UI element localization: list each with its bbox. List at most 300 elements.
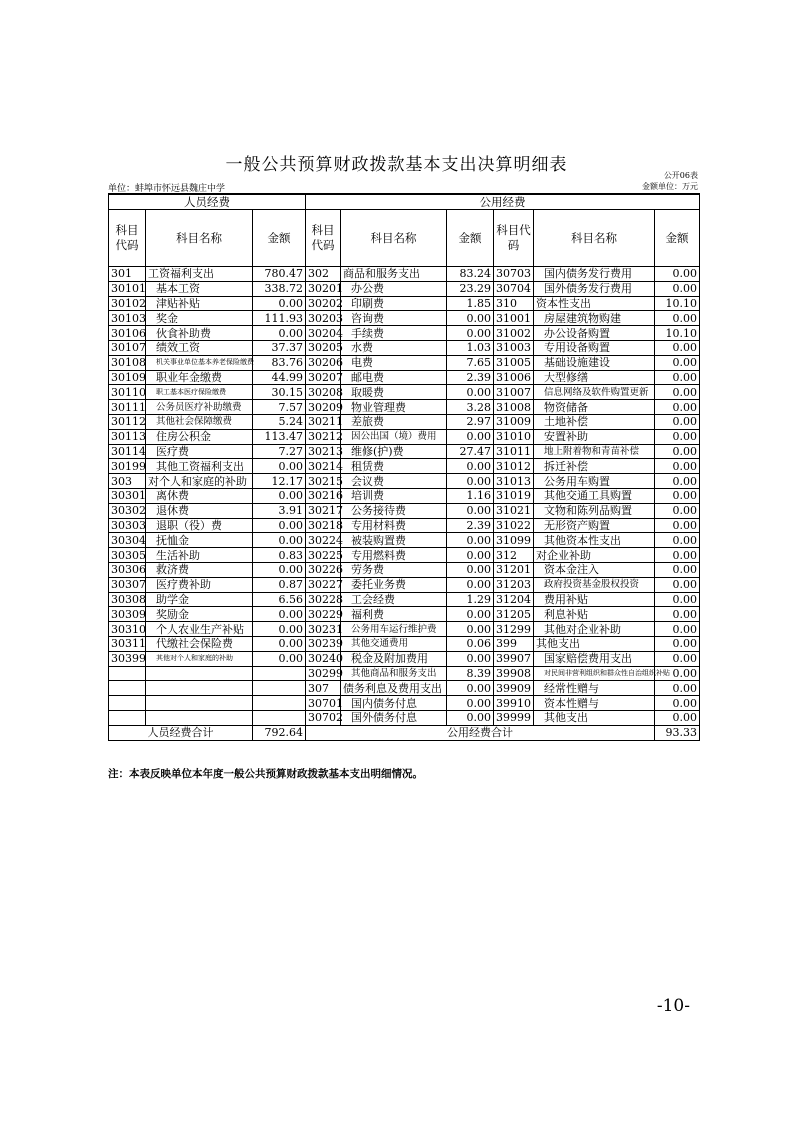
amount-cell: 0.00 (253, 459, 306, 474)
amount-cell: 0.00 (253, 488, 306, 503)
code-cell: 30225 (306, 548, 341, 563)
amount-cell: 3.91 (253, 503, 306, 518)
name-cell: 基本工资 (146, 281, 253, 296)
table-row (109, 696, 700, 711)
code-cell: 31001 (494, 311, 534, 326)
name-cell: 对民间非营利组织和群众性自治组织补贴 (534, 666, 655, 681)
name-cell: 职工基本医疗保险缴费 (146, 385, 253, 400)
public-header: 公用经费 (306, 194, 700, 210)
amount-cell: 0.00 (447, 607, 494, 622)
amount-cell (253, 710, 306, 725)
name-cell: 公务员医疗补助缴费 (146, 400, 253, 415)
amount-cell: 1.16 (447, 488, 494, 503)
code-cell: 30214 (306, 459, 341, 474)
code-cell: 39907 (494, 651, 534, 666)
code-cell: 30213 (306, 444, 341, 459)
amount-cell: 7.57 (253, 400, 306, 415)
name-cell: 个人农业生产补贴 (146, 622, 253, 637)
amount-cell: 0.00 (655, 340, 700, 355)
amount-cell: 12.17 (253, 474, 306, 489)
code-cell: 30702 (306, 710, 341, 725)
table-row (109, 607, 700, 622)
name-cell: 伙食补助费 (146, 326, 253, 341)
table-row (109, 444, 700, 459)
name-cell: 安置补助 (534, 429, 655, 444)
amount-cell: 2.39 (447, 518, 494, 533)
table-row (109, 577, 700, 592)
code-cell: 30227 (306, 577, 341, 592)
code-cell (109, 710, 146, 725)
amount-header-right: 金额 (655, 210, 700, 267)
amount-cell: 0.00 (447, 533, 494, 548)
public-total-value: 93.33 (655, 725, 700, 740)
amount-cell: 1.29 (447, 592, 494, 607)
name-cell: 其他支出 (534, 710, 655, 725)
unit-label: 单位：蚌埠市怀远县魏庄中学 (108, 184, 226, 194)
amount-cell: 0.00 (447, 311, 494, 326)
code-cell: 31204 (494, 592, 534, 607)
amount-cell: 0.00 (655, 459, 700, 474)
name-cell: 国内债务付息 (341, 696, 447, 711)
name-cell: 利息补贴 (534, 607, 655, 622)
amount-cell: 0.00 (655, 651, 700, 666)
code-cell: 30209 (306, 400, 341, 415)
code-cell: 30211 (306, 414, 341, 429)
name-cell (146, 696, 253, 711)
code-cell: 30106 (109, 326, 146, 341)
name-cell (146, 666, 253, 681)
name-cell: 房屋建筑物购建 (534, 311, 655, 326)
amount-cell: 10.10 (655, 326, 700, 341)
code-cell: 30208 (306, 385, 341, 400)
code-cell: 30310 (109, 622, 146, 637)
name-cell: 地上附着物和青苗补偿 (534, 444, 655, 459)
amount-cell: 37.37 (253, 340, 306, 355)
name-cell: 退休费 (146, 503, 253, 518)
name-cell: 大型修缮 (534, 370, 655, 385)
amount-cell: 0.00 (447, 562, 494, 577)
name-cell: 工会经费 (341, 592, 447, 607)
amount-cell: 0.00 (655, 267, 700, 282)
name-cell: 国家赔偿费用支出 (534, 651, 655, 666)
amount-cell: 0.00 (655, 681, 700, 696)
table-row (109, 518, 700, 533)
code-cell: 30108 (109, 355, 146, 370)
amount-cell: 3.28 (447, 400, 494, 415)
amount-cell: 0.83 (253, 548, 306, 563)
amount-cell: 0.00 (447, 548, 494, 563)
amount-cell: 0.00 (655, 444, 700, 459)
code-cell: 30205 (306, 340, 341, 355)
name-cell: 助学金 (146, 592, 253, 607)
amount-cell: 1.03 (447, 340, 494, 355)
table-row (109, 340, 700, 355)
amount-cell: 10.10 (655, 296, 700, 311)
amount-cell (253, 696, 306, 711)
name-header-left: 科目名称 (146, 210, 253, 267)
name-header-mid: 科目名称 (341, 210, 447, 267)
name-cell: 信息网络及软件购置更新 (534, 385, 655, 400)
code-cell: 30201 (306, 281, 341, 296)
name-cell: 劳务费 (341, 562, 447, 577)
form-number: 公开06表 (663, 171, 698, 180)
name-cell: 津贴补贴 (146, 296, 253, 311)
table-row (109, 400, 700, 415)
code-cell: 30302 (109, 503, 146, 518)
name-cell: 生活补助 (146, 548, 253, 563)
name-cell: 被装购置费 (341, 533, 447, 548)
public-total-label: 公用经费合计 (306, 725, 655, 740)
name-cell: 救济费 (146, 562, 253, 577)
table-row (109, 474, 700, 489)
name-cell: 抚恤金 (146, 533, 253, 548)
code-cell: 39908 (494, 666, 534, 681)
amount-cell: 113.47 (253, 429, 306, 444)
code-cell: 31011 (494, 444, 534, 459)
amount-cell: 0.00 (447, 681, 494, 696)
name-cell: 委托业务费 (341, 577, 447, 592)
amount-cell: 7.65 (447, 355, 494, 370)
amount-cell: 0.00 (655, 562, 700, 577)
amount-cell: 0.00 (655, 400, 700, 415)
name-cell: 物资储备 (534, 400, 655, 415)
name-cell: 职业年金缴费 (146, 370, 253, 385)
name-cell: 公务用车运行维护费 (341, 622, 447, 637)
name-cell: 手续费 (341, 326, 447, 341)
amount-cell: 0.00 (655, 696, 700, 711)
code-cell: 39909 (494, 681, 534, 696)
code-cell: 30303 (109, 518, 146, 533)
amount-cell: 27.47 (447, 444, 494, 459)
code-cell: 302 (306, 267, 341, 282)
name-header-right: 科目名称 (534, 210, 655, 267)
code-cell: 31021 (494, 503, 534, 518)
amount-cell: 0.00 (253, 651, 306, 666)
name-cell: 因公出国（境）费用 (341, 429, 447, 444)
amount-cell: 0.00 (253, 296, 306, 311)
name-cell: 文物和陈列品购置 (534, 503, 655, 518)
code-cell: 30307 (109, 577, 146, 592)
name-cell: 住房公积金 (146, 429, 253, 444)
amount-cell: 0.00 (655, 607, 700, 622)
name-cell: 对个人和家庭的补助 (146, 474, 253, 489)
amount-cell: 0.00 (447, 474, 494, 489)
code-cell: 303 (109, 474, 146, 489)
table-row (109, 311, 700, 326)
name-cell: 专用设备购置 (534, 340, 655, 355)
name-cell: 无形资产购置 (534, 518, 655, 533)
code-cell: 31205 (494, 607, 534, 622)
table-row (109, 533, 700, 548)
code-cell: 31022 (494, 518, 534, 533)
table-row (109, 710, 700, 725)
name-cell: 退职（役）费 (146, 518, 253, 533)
amount-cell: 0.00 (447, 385, 494, 400)
amount-cell: 0.00 (447, 710, 494, 725)
amount-cell: 44.99 (253, 370, 306, 385)
code-cell: 30112 (109, 414, 146, 429)
code-cell: 30113 (109, 429, 146, 444)
table-row (109, 651, 700, 666)
code-cell: 30306 (109, 562, 146, 577)
code-cell: 30207 (306, 370, 341, 385)
code-cell: 31008 (494, 400, 534, 415)
money-unit-label: 金额单位：万元 (642, 182, 698, 191)
page-title: 一般公共预算财政拨款基本支出决算明细表 (225, 155, 568, 175)
amount-cell: 0.00 (447, 651, 494, 666)
code-cell: 307 (306, 681, 341, 696)
amount-cell: 2.97 (447, 414, 494, 429)
amount-cell: 0.00 (655, 622, 700, 637)
amount-header-left: 金额 (253, 210, 306, 267)
amount-cell: 2.39 (447, 370, 494, 385)
code-cell: 30206 (306, 355, 341, 370)
name-cell: 奖励金 (146, 607, 253, 622)
name-cell: 经常性赠与 (534, 681, 655, 696)
amount-cell: 6.56 (253, 592, 306, 607)
name-cell (146, 710, 253, 725)
name-cell: 绩效工资 (146, 340, 253, 355)
code-cell: 31006 (494, 370, 534, 385)
amount-cell: 0.00 (655, 503, 700, 518)
amount-cell: 0.00 (253, 533, 306, 548)
amount-cell: 8.39 (447, 666, 494, 681)
amount-cell: 0.00 (655, 488, 700, 503)
code-cell: 30217 (306, 503, 341, 518)
name-cell: 其他交通费用 (341, 636, 447, 651)
code-cell: 31013 (494, 474, 534, 489)
name-cell: 办公设备购置 (534, 326, 655, 341)
amount-cell: 0.00 (655, 548, 700, 563)
name-cell: 国内债务发行费用 (534, 267, 655, 282)
name-cell (146, 681, 253, 696)
table-row (109, 385, 700, 400)
name-cell: 专用燃料费 (341, 548, 447, 563)
name-cell: 其他支出 (534, 636, 655, 651)
amount-cell: 0.00 (655, 429, 700, 444)
name-cell: 医疗费 (146, 444, 253, 459)
code-cell: 399 (494, 636, 534, 651)
amount-cell: 0.00 (447, 577, 494, 592)
code-cell: 30226 (306, 562, 341, 577)
name-cell: 税金及附加费用 (341, 651, 447, 666)
code-cell: 31007 (494, 385, 534, 400)
code-cell: 30224 (306, 533, 341, 548)
code-cell: 30111 (109, 400, 146, 415)
amount-cell: 780.47 (253, 267, 306, 282)
amount-cell: 0.00 (655, 577, 700, 592)
name-cell: 债务利息及费用支出 (341, 681, 447, 696)
name-cell: 培训费 (341, 488, 447, 503)
code-cell: 30311 (109, 636, 146, 651)
amount-cell: 0.00 (447, 622, 494, 637)
table-row (109, 296, 700, 311)
name-cell: 机关事业单位基本养老保险缴费 (146, 355, 253, 370)
personnel-header: 人员经费 (109, 194, 306, 210)
code-cell: 30114 (109, 444, 146, 459)
amount-cell: 0.00 (253, 622, 306, 637)
name-cell: 办公费 (341, 281, 447, 296)
table-row (109, 666, 700, 681)
amount-cell: 0.00 (655, 518, 700, 533)
code-cell (109, 696, 146, 711)
name-cell: 邮电费 (341, 370, 447, 385)
name-cell: 咨询费 (341, 311, 447, 326)
amount-cell: 0.00 (655, 710, 700, 725)
amount-cell: 0.00 (655, 414, 700, 429)
name-cell: 对企业补助 (534, 548, 655, 563)
amount-cell: 0.00 (447, 696, 494, 711)
code-cell: 31012 (494, 459, 534, 474)
name-cell: 拆迁补偿 (534, 459, 655, 474)
name-cell: 印刷费 (341, 296, 447, 311)
code-cell: 31019 (494, 488, 534, 503)
code-cell: 301 (109, 267, 146, 282)
code-cell: 30215 (306, 474, 341, 489)
code-cell (109, 681, 146, 696)
table-row (109, 429, 700, 444)
table-row (109, 414, 700, 429)
amount-cell: 0.00 (253, 518, 306, 533)
name-cell: 资本性支出 (534, 296, 655, 311)
code-cell: 30299 (306, 666, 341, 681)
name-cell: 其他工资福利支出 (146, 459, 253, 474)
amount-cell: 0.87 (253, 577, 306, 592)
code-cell: 30228 (306, 592, 341, 607)
name-cell: 医疗费补助 (146, 577, 253, 592)
amount-header-mid: 金额 (447, 210, 494, 267)
code-cell: 31009 (494, 414, 534, 429)
code-cell (109, 666, 146, 681)
code-cell: 30304 (109, 533, 146, 548)
name-cell: 资本性赠与 (534, 696, 655, 711)
code-header-right: 科目代码 (494, 210, 534, 267)
name-cell: 电费 (341, 355, 447, 370)
amount-cell: 0.06 (447, 636, 494, 651)
name-cell: 维修(护)费 (341, 444, 447, 459)
code-cell: 312 (494, 548, 534, 563)
expenditure-table (108, 193, 700, 741)
code-cell: 30199 (109, 459, 146, 474)
table-row (109, 622, 700, 637)
code-cell: 30704 (494, 281, 534, 296)
name-cell: 代缴社会保险费 (146, 636, 253, 651)
amount-cell: 0.00 (253, 326, 306, 341)
amount-cell: 0.00 (447, 429, 494, 444)
amount-cell: 111.93 (253, 311, 306, 326)
name-cell: 费用补贴 (534, 592, 655, 607)
totals-row (109, 725, 700, 740)
name-cell: 国外债务发行费用 (534, 281, 655, 296)
table-row (109, 548, 700, 563)
name-cell: 公务接待费 (341, 503, 447, 518)
name-cell: 物业管理费 (341, 400, 447, 415)
amount-cell: 0.00 (447, 326, 494, 341)
amount-cell (253, 681, 306, 696)
table-row (109, 562, 700, 577)
name-cell: 土地补偿 (534, 414, 655, 429)
name-cell: 其他对企业补助 (534, 622, 655, 637)
code-cell: 30231 (306, 622, 341, 637)
name-cell: 国外债务付息 (341, 710, 447, 725)
amount-cell: 0.00 (447, 503, 494, 518)
amount-cell: 0.00 (655, 385, 700, 400)
code-cell: 30109 (109, 370, 146, 385)
name-cell: 其他社会保障缴费 (146, 414, 253, 429)
amount-cell: 5.24 (253, 414, 306, 429)
table-row (109, 326, 700, 341)
amount-cell: 0.00 (655, 311, 700, 326)
code-cell: 30101 (109, 281, 146, 296)
code-cell: 31299 (494, 622, 534, 637)
code-cell: 30102 (109, 296, 146, 311)
name-cell: 其他对个人和家庭的补助 (146, 651, 253, 666)
code-cell: 30229 (306, 607, 341, 622)
table-row (109, 636, 700, 651)
table-row (109, 592, 700, 607)
amount-cell: 0.00 (655, 533, 700, 548)
table-row (109, 459, 700, 474)
amount-cell: 0.00 (655, 370, 700, 385)
code-cell: 30212 (306, 429, 341, 444)
table-row (109, 370, 700, 385)
name-cell: 差旅费 (341, 414, 447, 429)
code-cell: 30240 (306, 651, 341, 666)
amount-cell: 83.24 (447, 267, 494, 282)
code-cell: 39999 (494, 710, 534, 725)
amount-cell: 0.00 (447, 459, 494, 474)
amount-cell: 0.00 (655, 592, 700, 607)
name-cell: 水费 (341, 340, 447, 355)
table-row (109, 267, 700, 282)
table-row (109, 355, 700, 370)
code-cell: 30203 (306, 311, 341, 326)
name-cell: 离休费 (146, 488, 253, 503)
amount-cell: 0.00 (253, 636, 306, 651)
code-header-mid: 科目代码 (306, 210, 341, 267)
personnel-total-label: 人员经费合计 (109, 725, 253, 740)
code-cell: 30216 (306, 488, 341, 503)
code-cell: 30107 (109, 340, 146, 355)
name-cell: 福利费 (341, 607, 447, 622)
amount-cell: 338.72 (253, 281, 306, 296)
table-row (109, 681, 700, 696)
amount-cell: 30.15 (253, 385, 306, 400)
page-number: -10- (656, 996, 690, 1016)
code-cell: 30110 (109, 385, 146, 400)
name-cell: 奖金 (146, 311, 253, 326)
name-cell: 其他商品和服务支出 (341, 666, 447, 681)
table-row (109, 281, 700, 296)
amount-cell: 0.00 (253, 562, 306, 577)
name-cell: 公务用车购置 (534, 474, 655, 489)
name-cell: 其他资本性支出 (534, 533, 655, 548)
code-cell: 30701 (306, 696, 341, 711)
footnote: 注：本表反映单位本年度一般公共预算财政拨款基本支出明细情况。 (108, 768, 423, 780)
code-header-left: 科目代码 (109, 210, 146, 267)
amount-cell: 0.00 (655, 355, 700, 370)
table-row (109, 488, 700, 503)
code-cell: 30703 (494, 267, 534, 282)
code-cell: 30103 (109, 311, 146, 326)
code-cell: 30218 (306, 518, 341, 533)
name-cell: 工资福利支出 (146, 267, 253, 282)
code-cell: 30204 (306, 326, 341, 341)
amount-cell: 0.00 (655, 636, 700, 651)
code-cell: 30202 (306, 296, 341, 311)
name-cell: 基础设施建设 (534, 355, 655, 370)
name-cell: 会议费 (341, 474, 447, 489)
